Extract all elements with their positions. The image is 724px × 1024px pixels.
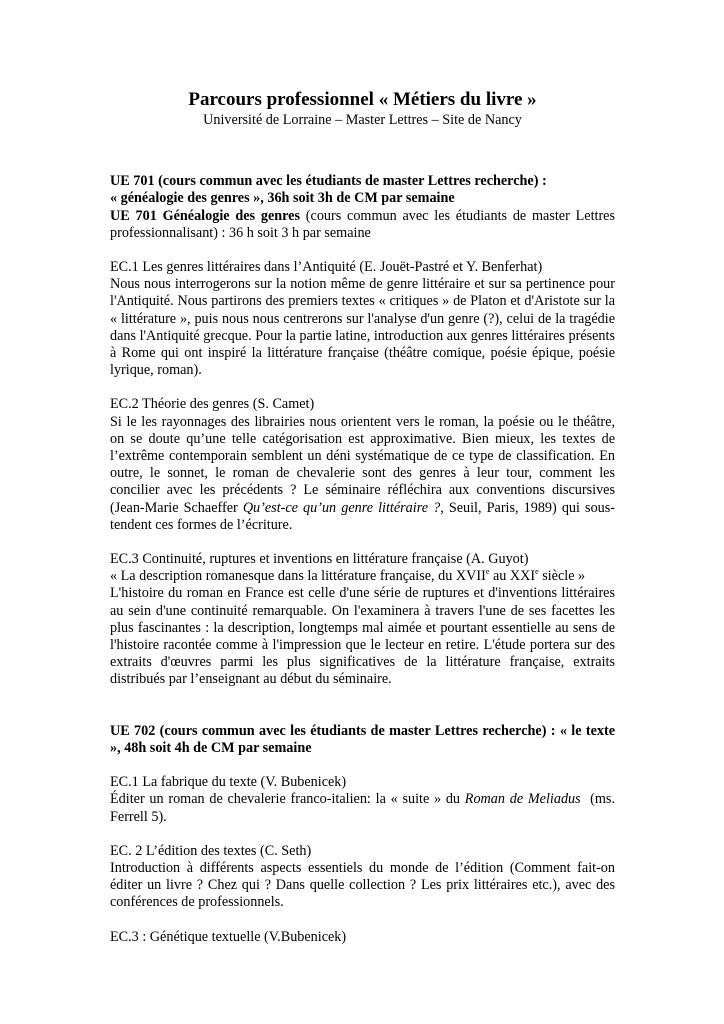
ue701-ec1-title: EC.1 Les genres littéraires dans l’Antiquité (E. Jouët-Pastré et Y. Benferhat) — [110, 259, 543, 276]
ue701-alt-heading — [110, 208, 615, 242]
spacer — [110, 379, 615, 396]
spacer — [110, 757, 615, 774]
ue702-ec1-text — [110, 791, 619, 825]
ue701-ec3-quote — [110, 568, 615, 585]
ue701-ec2-text-after: , Seuil, Paris, 1989) qui sous-tendent ces formes de l’écriture. — [110, 499, 616, 533]
ue702-ec1-text-after: (ms. Ferrell 5). — [110, 791, 619, 825]
ue701-ec3-quote-c: siècle » — [538, 568, 586, 585]
ue702-ec1-text-before: Éditer un roman de chevalerie franco-italien: la « suite » du — [110, 791, 465, 808]
superscript: e — [535, 567, 539, 577]
ue701-heading — [110, 173, 615, 207]
ue701-alt-bold: UE 701 Généalogie des genres — [110, 207, 300, 224]
ue701-ec2-text-before: Si le les rayonnages des librairies nous orientent vers le roman, la poésie ou le théâtre, on se doute qu’une telle catégorisation est approximative. Bien mieux, les textes de l’extrême contemporain semblent un déni systématique de ce type de classification. En outre, le sonnet, le roman de chevalerie sont des genres à leur tour, comment les concilier avec les précédents ? Le séminaire réfléchira aux conventions discursives (Jean-Marie Schaeffer — [110, 413, 615, 516]
spacer — [110, 826, 615, 843]
superscript: e — [485, 567, 490, 577]
spacer — [110, 912, 615, 929]
ue702-ec2-title: EC. 2 L’édition des textes (C. Seth) — [110, 842, 312, 859]
spacer — [110, 689, 615, 723]
ue701-ec3-title: EC.3 Continuité, ruptures et inventions en littérature française (A. Guyot) — [110, 551, 529, 568]
book-title-meliadus: Roman de Meliadus — [464, 791, 581, 808]
spacer — [110, 129, 615, 173]
book-title-schaeffer: Qu’est-ce qu’un genre littéraire ? — [242, 499, 441, 516]
ue701-heading-line2: « généalogie des genres », 36h soit 3h de CM par semaine — [110, 190, 455, 207]
ue701-ec3-text: L'histoire du roman en France est celle d'une série de ruptures et d'inventions littéraires au sein d'une continuité remarquable. On l'examinera à travers l'une de ses facettes les plus fascinantes : la description, longtemps mal aimée et pourtant essentielle au sens de l'histoire racontée comme à l'impression que le lecteur en retire. L'étude portera sur des extraits d'œuvres parmi les plus significatives de la littérature française, extraits distribués par l’enseignant au début du séminaire. — [110, 585, 615, 688]
ue701-ec2-title: EC.2 Théorie des genres (S. Camet) — [110, 396, 315, 413]
spacer — [110, 242, 615, 259]
ue701-ec3-quote-a: « La description romanesque dans la littérature française, du XVII — [110, 568, 486, 585]
page-title: Parcours professionnel « Métiers du livre » — [188, 89, 537, 110]
ue701-ec3-quote-b: au XXI — [489, 568, 536, 585]
ue701-ec1-text: Nous nous interrogerons sur la notion même de genre littéraire et sur sa pertinence pour l'Antiquité. Nous partirons des premiers textes « critiques » de Platon et d'Aristote sur la « littérature », puis nous nous centrerons sur l'analyse d'un genre (?), celui de la tragédie dans l'Antiquité grecque. Pour la partie latine, introduction aux genres littéraires présents à Rome qui ont inspiré la littérature française (théâtre comique, poésie épique, poésie lyrique, roman). — [110, 276, 615, 379]
spacer — [110, 534, 615, 551]
ue702-ec1-title: EC.1 La fabrique du texte (V. Bubenicek) — [110, 774, 347, 791]
ue702-heading: UE 702 (cours commun avec les étudiants de master Lettres recherche) : « le texte », 48h soit 4h de CM par semaine — [110, 722, 615, 756]
ue701-ec2-text — [110, 414, 615, 534]
ue702-ec3-title: EC.3 : Génétique textuelle (V.Bubenicek) — [110, 928, 347, 945]
ue702-ec2-text: Introduction à différents aspects essentiels du monde de l’édition (Comment fait-on éditer un livre ? Chez qui ? Dans quelle collection ? Les prix littéraires etc.), avec des conférences de professionnels. — [110, 859, 615, 911]
ue701-heading-line1: UE 701 (cours commun avec les étudiants de master Lettres recherche) : — [110, 173, 547, 190]
ue701-alt-rest: (cours commun avec les étudiants de master Lettres professionnalisant) : 36 h soit 3 h par semaine — [110, 207, 616, 241]
page-subtitle: Université de Lorraine – Master Lettres – Site de Nancy — [203, 112, 522, 128]
